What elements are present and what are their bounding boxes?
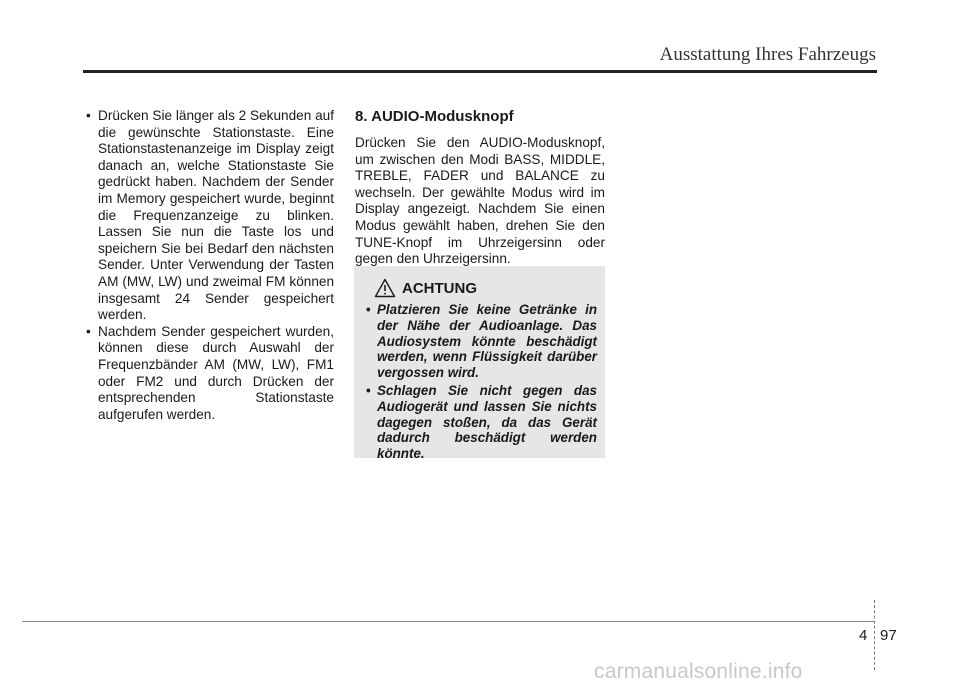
warning-box <box>354 266 605 462</box>
footer-rule <box>22 621 874 622</box>
footer-divider <box>874 600 875 670</box>
left-column <box>86 108 334 423</box>
warning-item: • Schlagen Sie nicht gegen das Audiogerät und lassen Sie nichts dagegen stoßen, da das Gerät dadurch beschädigt werden könnte. <box>366 383 597 462</box>
warning-list <box>366 302 597 462</box>
middle-column <box>355 108 605 268</box>
list-item: • Nachdem Sender gespeichert wurden, können diese durch Auswahl der Frequenzbänder AM (MW, LW), FM1 oder FM2 und durch Drücken der entsprechenden Stationstaste aufgerufen werden. <box>86 324 334 424</box>
warning-title: ACHTUNG <box>402 279 477 297</box>
watermark: carmanualsonline.info <box>594 660 803 683</box>
section-body: Drücken Sie den AUDIO-Modusknopf, um zwischen den Modi BASS, MIDDLE, TREBLE, FADER und BALANCE zu wechseln. Der gewählte Modus wird im Display angezeigt. Nachdem Sie einen Modus gewählt haben, drehen Sie den TUNE-Knopf im Uhrzeigersinn oder gegen den Uhrzeigersinn. <box>355 135 605 267</box>
header-rule <box>83 70 877 73</box>
bullet-list <box>86 108 334 423</box>
page-number: 97 <box>880 627 897 644</box>
header-title: Ausstattung Ihres Fahrzeugs <box>659 44 876 65</box>
section-heading: 8. AUDIO-Modusknopf <box>355 108 514 125</box>
list-item: • Drücken Sie länger als 2 Sekunden auf die gewünschte Stationstaste. Eine Stationstastenanzeige im Display zeigt danach an, welche Stationstaste Sie gedrückt haben. Nachdem der Sender im Memory gespeichert wurde, beginnt die Frequenzanzeige zu blinken. Lassen Sie nun die Taste los und speichern Sie bei Bedarf den nächsten Sender. Unter Verwendung der Tasten AM (MW, LW) und zweimal FM können insgesamt 24 Sender gespeichert werden. <box>86 108 334 324</box>
warning-triangle-icon <box>374 278 396 298</box>
warning-header <box>366 278 597 298</box>
chapter-number: 4 <box>859 627 868 644</box>
warning-item: • Platzieren Sie keine Getränke in der Nähe der Audioanlage. Das Audiosystem könnte beschädigt werden, wenn Flüssigkeit darüber vergossen wird. <box>366 302 597 381</box>
